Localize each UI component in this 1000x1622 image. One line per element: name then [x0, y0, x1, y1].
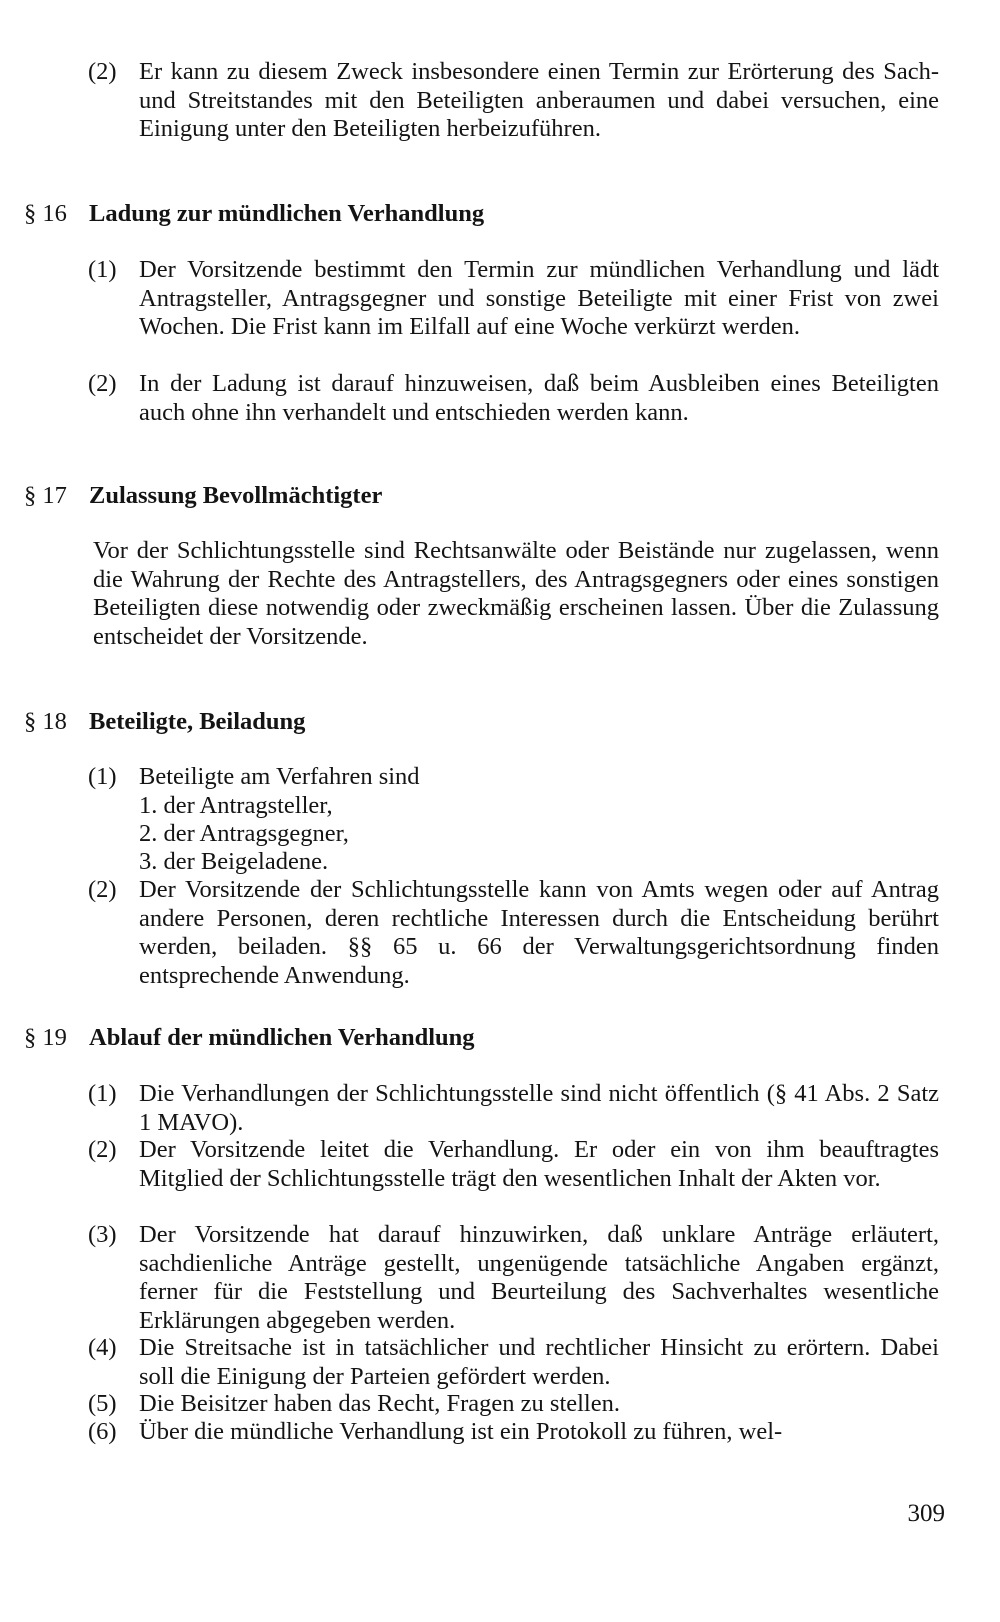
- list-item: 3. der Beigeladene.: [139, 848, 329, 875]
- section-sign: § 16: [24, 200, 67, 227]
- list-item: 1. der Antragsteller,: [139, 792, 333, 819]
- paragraph-text: Über die mündliche Verhandlung ist ein Protokoll zu führen, wel-: [139, 1418, 783, 1445]
- paragraph-text: Die Streitsache ist in tatsächlicher und rechtlicher Hinsicht zu erörtern. Dabei soll die Einigung der Parteien gefördert werden.: [139, 1334, 939, 1390]
- paragraph-text: In der Ladung ist darauf hinzuweisen, daß beim Ausbleiben eines Beteiligten auch ohne ihn verhandelt und entschieden werden kann.: [139, 370, 939, 426]
- s19-paragraph-1: [88, 1080, 939, 1137]
- paragraph-text: Der Vorsitzende bestimmt den Termin zur mündlichen Verhandlung und lädt Antragsteller, Antragsgegner und sonstige Beteiligte mit einer Frist von zwei Wochen. Die Frist kann im Eilfall auf eine Woche verkürzt werden.: [139, 256, 939, 341]
- intro-paragraph-2: [88, 58, 939, 144]
- s19-paragraph-4: [88, 1334, 939, 1391]
- paragraph-text: Der Vorsitzende der Schlichtungsstelle kann von Amts wegen oder auf Antrag andere Personen, deren rechtliche Interessen durch die Entscheidung berührt werden, beiladen. §§ 65 u. 66 der Verwaltungsgerichtsordnung finden entsprechende Anwendung.: [139, 876, 939, 990]
- s16-paragraph-1: [88, 256, 939, 342]
- paragraph-number: (1): [88, 1080, 117, 1107]
- s19-paragraph-5: [88, 1390, 939, 1419]
- section-title: Zulassung Bevollmächtigter: [89, 482, 383, 509]
- s16-paragraph-2: [88, 370, 939, 427]
- paragraph-number: (1): [88, 763, 117, 790]
- section-sign: § 18: [24, 708, 67, 735]
- paragraph-text: Der Vorsitzende hat darauf hinzuwirken, daß unklare Anträge erläutert, sachdienliche Anträge gestellt, ungenügende tatsächliche Angaben ergänzt, ferner für die Feststellung und Beurteilung des Sachverhaltes wesentliche Erklärungen abgegeben werden.: [139, 1221, 939, 1335]
- section-sign: § 17: [24, 482, 67, 509]
- section-17-heading: [24, 482, 382, 510]
- section-18-heading: [24, 708, 305, 736]
- s19-paragraph-6: [88, 1418, 939, 1447]
- section-title: Beteiligte, Beiladung: [89, 708, 306, 735]
- paragraph-text: Die Verhandlungen der Schlichtungsstelle sind nicht öffentlich (§ 41 Abs. 2 Satz 1 MAVO).: [139, 1080, 939, 1136]
- s19-paragraph-3: [88, 1221, 939, 1336]
- s18-paragraph-2: [88, 876, 939, 991]
- list-item: 2. der Antragsgegner,: [139, 820, 349, 847]
- paragraph-number: (5): [88, 1390, 117, 1417]
- section-title: Ladung zur mündlichen Verhandlung: [89, 200, 485, 227]
- s17-text: Vor der Schlichtungsstelle sind Rechtsanwälte oder Beistände nur zugelassen, wenn die Wahrung der Rechte des Antragstellers, des Antragsgegners oder eines sonstigen Beteiligten diese notwendig oder zweckmäßig erscheinen lassen. Über die Zulassung entscheidet der Vorsitzende.: [93, 537, 939, 651]
- paragraph-number: (4): [88, 1334, 117, 1361]
- s19-paragraph-2: [88, 1136, 939, 1193]
- section-title: Ablauf der mündlichen Verhandlung: [89, 1024, 475, 1051]
- paragraph-text: Die Beisitzer haben das Recht, Fragen zu stellen.: [139, 1390, 620, 1417]
- paragraph-number: (2): [88, 1136, 117, 1163]
- section-sign: § 19: [24, 1024, 67, 1051]
- s18-paragraph-1: [88, 763, 939, 792]
- page-number: 309: [907, 1500, 945, 1527]
- section-19-heading: [24, 1024, 475, 1052]
- paragraph-number: (2): [88, 876, 117, 903]
- paragraph-number: (3): [88, 1221, 117, 1248]
- paragraph-number: (2): [88, 370, 117, 397]
- paragraph-number: (1): [88, 256, 117, 283]
- paragraph-text: Der Vorsitzende leitet die Verhandlung. Er oder ein von ihm beauftragtes Mitglied der Schlichtungsstelle trägt den wesentlichen Inhalt der Akten vor.: [139, 1136, 939, 1192]
- paragraph-number: (6): [88, 1418, 117, 1445]
- paragraph-text: Er kann zu diesem Zweck insbesondere einen Termin zur Erörterung des Sach- und Streitstandes mit den Beteiligten anberaumen und dabei versuchen, eine Einigung unter den Beteiligten herbeizuführen.: [139, 58, 939, 143]
- section-16-heading: [24, 200, 484, 228]
- paragraph-text: Beteiligte am Verfahren sind: [139, 763, 420, 790]
- paragraph-number: (2): [88, 58, 117, 85]
